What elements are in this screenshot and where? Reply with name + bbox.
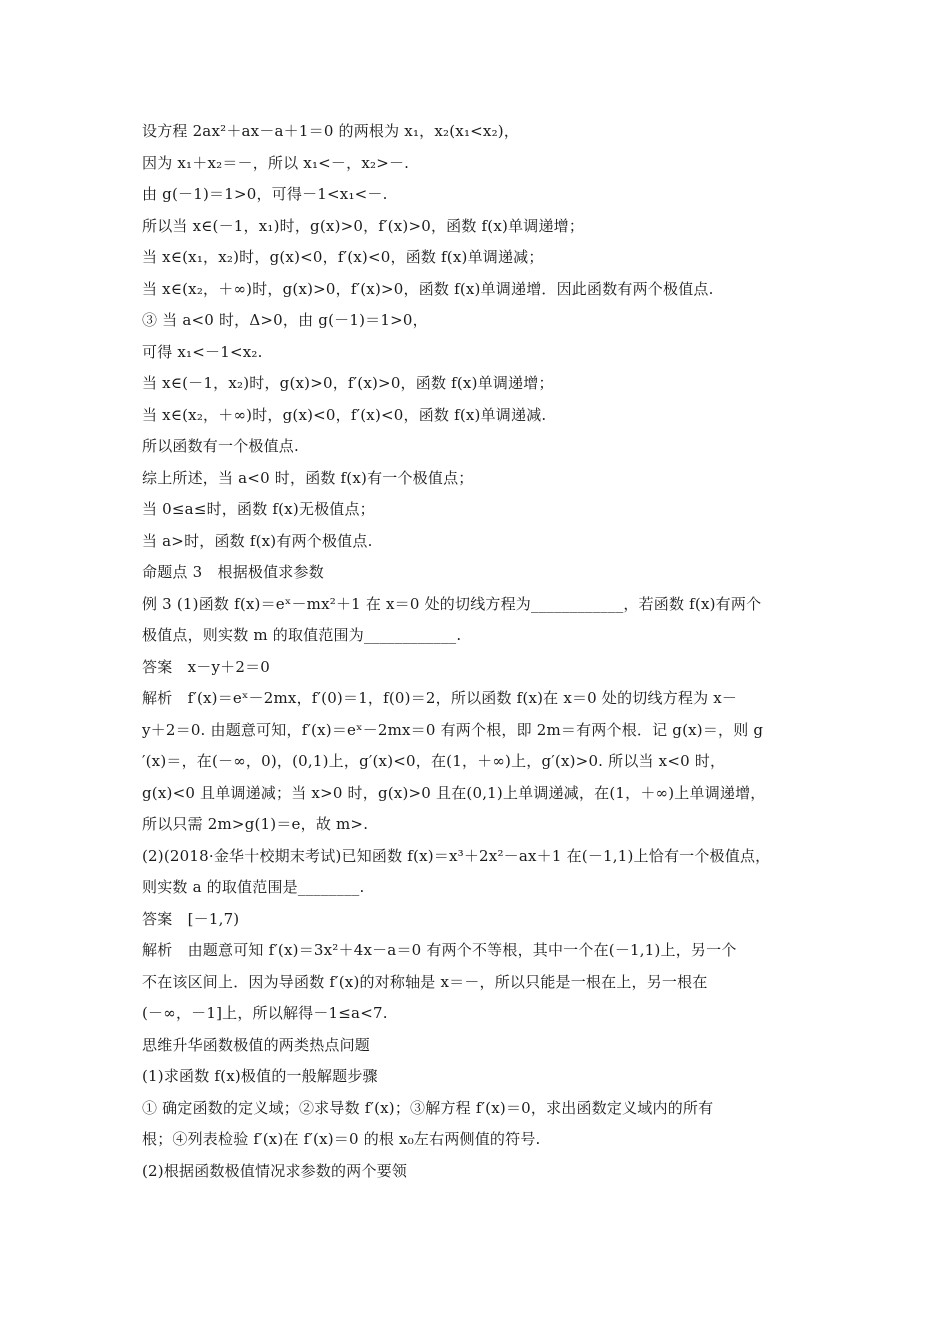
text-line: 解析 f′(x)＝eˣ－2mx，f′(0)＝1，f(0)＝2，所以函数 f(x)在 x＝0 处的切线方程为 x－ [142,689,738,707]
answer-line: 答案 [－1,7) [142,909,240,928]
text-line: 当 a>时，函数 f(x)有两个极值点. [142,531,373,550]
text-line: 可得 x₁<－1<x₂. [142,342,263,361]
section-heading: 命题点 3 根据极值求参数 [142,563,324,581]
text-line: ′(x)＝，在(－∞，0)，(0,1)上，g′(x)<0，在(1，＋∞)上，g′(x)>0. 所以当 x<0 时， [142,752,726,770]
text-line: 所以函数有一个极值点. [142,437,299,455]
text-line: 极值点，则实数 m 的取值范围为____________. [142,626,462,644]
text-line: 所以只需 2m>g(1)＝e，故 m>. [142,815,369,833]
text-line: 例 3 (1)函数 f(x)＝eˣ－mx²＋1 在 x＝0 处的切线方程为____________，若函数 f(x)有两个 [142,594,762,613]
text-line: 设方程 2ax²＋ax－a＋1＝0 的两根为 x₁，x₂(x₁<x₂)， [142,122,520,140]
text-line: ① 确定函数的定义域；②求导数 f′(x)；③解方程 f′(x)＝0，求出函数定义域内的所有 [142,1098,714,1117]
text-line: 根；④列表检验 f′(x)在 f′(x)＝0 的根 x₀左右两侧值的符号. [142,1130,541,1148]
text-line: 由 g(－1)＝1>0，可得－1<x₁<－. [142,185,388,203]
text-line: 综上所述，当 a<0 时，函数 f(x)有一个极值点； [142,468,474,487]
text-line: 当 x∈(－1，x₂)时，g(x)>0，f′(x)>0，函数 f(x)单调递增； [142,374,554,392]
text-line: ③ 当 a<0 时，Δ>0，由 g(－1)＝1>0， [142,311,428,329]
text-line: 所以当 x∈(－1，x₁)时，g(x)>0，f′(x)>0，函数 f(x)单调递增； [142,216,585,235]
text-line: y＋2＝0. 由题意可知，f′(x)＝eˣ－2mx＝0 有两个根，即 2m＝有两个根．记 g(x)＝，则 g [142,720,764,739]
text-line: 解析 由题意可知 f′(x)＝3x²＋4x－a＝0 有两个不等根，其中一个在(－1,1)上，另一个 [142,941,737,959]
text-line: 当 x∈(x₁，x₂)时，g(x)<0，f′(x)<0，函数 f(x)单调递减； [142,248,544,266]
text-line: 则实数 a 的取值范围是________. [142,878,365,896]
text-line: 当 0≤a≤时，函数 f(x)无极值点； [142,500,375,518]
text-line: 因为 x₁＋x₂＝－，所以 x₁<－，x₂>－. [142,153,410,172]
text-line: (2)根据函数极值情况求参数的两个要领 [142,1161,408,1180]
section-heading: 思维升华函数极值的两类热点问题 [142,1035,371,1054]
text-line: 当 x∈(x₂，＋∞)时，g(x)>0，f′(x)>0，函数 f(x)单调递增．因此函数有两个极值点. [142,279,714,298]
text-line: (2)(2018·金华十校期末考试)已知函数 f(x)＝x³＋2x²－ax＋1 在(－1,1)上恰有一个极值点， [142,846,771,865]
text-line: (1)求函数 f(x)极值的一般解题步骤 [142,1067,378,1085]
document-body [142,116,822,1187]
answer-line: 答案 x－y＋2＝0 [142,657,271,676]
text-line: 不在该区间上．因为导函数 f′(x)的对称轴是 x＝－，所以只能是一根在上，另一根在 [142,972,708,991]
text-line: (－∞，－1]上，所以解得－1≤a<7. [142,1004,388,1022]
text-line: 当 x∈(x₂，＋∞)时，g(x)<0，f′(x)<0，函数 f(x)单调递减. [142,405,547,424]
text-line: g(x)<0 且单调递减；当 x>0 时，g(x)>0 且在(0,1)上单调递减，在(1，＋∞)上单调递增， [142,783,766,802]
